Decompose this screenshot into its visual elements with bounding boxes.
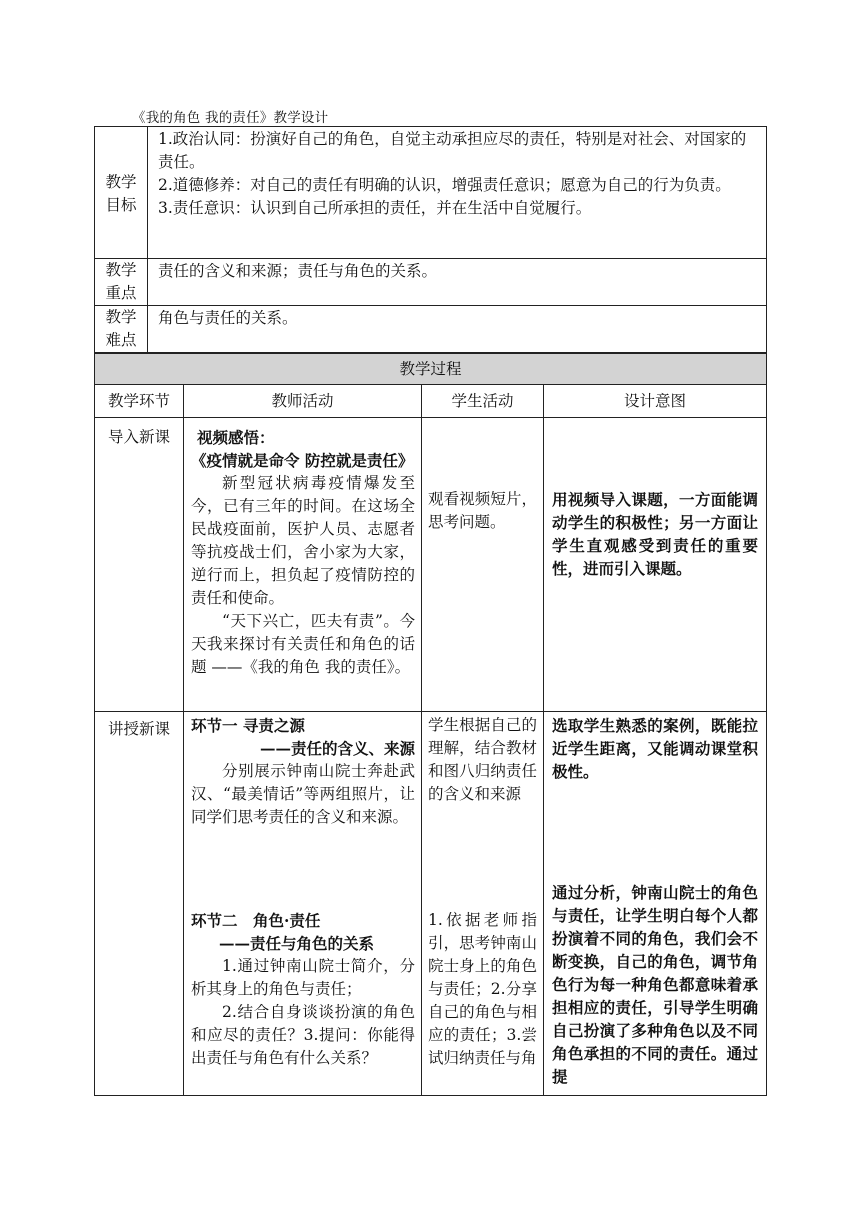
objective-item: 3.责任意识：认识到自己所承担的责任，并在生活中自觉履行。 [158, 199, 592, 217]
teach-section-label: 讲授新课 [95, 712, 184, 1096]
process-header-row [95, 353, 767, 385]
objectives-label: 教学 目标 [95, 127, 148, 259]
objective-item: 2.道德修养：对自己的责任有明确的认识，增强责任意识；愿意为自己的行为负责。 [158, 176, 731, 194]
key-points-content: 责任的含义和来源；责任与角色的关系。 [148, 259, 767, 306]
teach-design-intent: 选取学生熟悉的案例，既能拉近学生距离，又能调动课堂积极性。 通过分析，钟南山院士的角色与责任，让学生明白每个人都扮演着不同的角色，我们会不断变换，自己的角色，调节角色行为每一种角色都意味着承担相应的责任，引导学生明确自己扮演了多种角色以及不同角色承担的不同的责任。通过提 [544, 712, 767, 1096]
process-table [94, 352, 767, 1096]
teach-student-activity: 学生根据自己的理解，结合教材和图八归纳责任的含义和来源 1.依据老师指引，思考钟南山院士身上的角色与责任；2.分享自己的角色与相应的责任；3.尝试归纳责任与角 [422, 712, 544, 1096]
process-header: 教学过程 [95, 353, 767, 385]
key-points-label: 教学 重点 [95, 259, 148, 306]
difficulties-content: 角色与责任的关系。 [148, 306, 767, 353]
intro-student-activity: 观看视频短片，思考问题。 [422, 418, 544, 712]
intro-teacher-activity: 视频感悟： 《疫情就是命令 防控就是责任》 新型冠状病毒疫情爆发至今，已有三年的时间。在这场全民战疫面前，医护人员、志愿者等抗疫战士们，舍小家为大家，逆行而上，担负起了疫情防控的责任和使命。 “天下兴亡，匹夫有责”。今天我来探讨有关责任和角色的话题 ——《我的角色 我的责任》。 [184, 418, 422, 712]
objective-item: 1.政治认同：扮演好自己的角色，自觉主动承担应尽的责任，特别是对社会、对国家的责任。 [158, 130, 747, 171]
column-header-intent: 设计意图 [544, 385, 767, 418]
intro-row [95, 418, 767, 712]
objectives-content [148, 127, 767, 259]
column-header-row [95, 385, 767, 418]
difficulties-label: 教学 难点 [95, 306, 148, 353]
intro-section-label: 导入新课 [95, 418, 184, 712]
column-header-teacher: 教师活动 [184, 385, 422, 418]
teach-row [95, 712, 767, 1096]
document-title: 《我的角色 我的责任》教学设计 [132, 110, 329, 126]
objectives-row [95, 127, 767, 259]
column-header-section: 教学环节 [95, 385, 184, 418]
difficulties-row [95, 306, 767, 353]
teach-teacher-activity: 环节一 寻责之源 ——责任的含义、来源 分别展示钟南山院士奔赴武汉、“最美情话”等两组照片，让同学们思考责任的含义和来源。 环节二 角色·责任 ——责任与角色的关系 1.通过钟南山院士简介，分析其身上的角色与责任； 2.结合自身谈谈扮演的角色和应尽的责任？3.提问：你能得出责任与角色有什么关系？ [184, 712, 422, 1096]
key-points-row [95, 259, 767, 306]
column-header-student: 学生活动 [422, 385, 544, 418]
intro-design-intent: 用视频导入课题，一方面能调动学生的积极性；另一方面让学生直观感受到责任的重要性，进而引入课题。 [544, 418, 767, 712]
objectives-table [94, 126, 767, 353]
